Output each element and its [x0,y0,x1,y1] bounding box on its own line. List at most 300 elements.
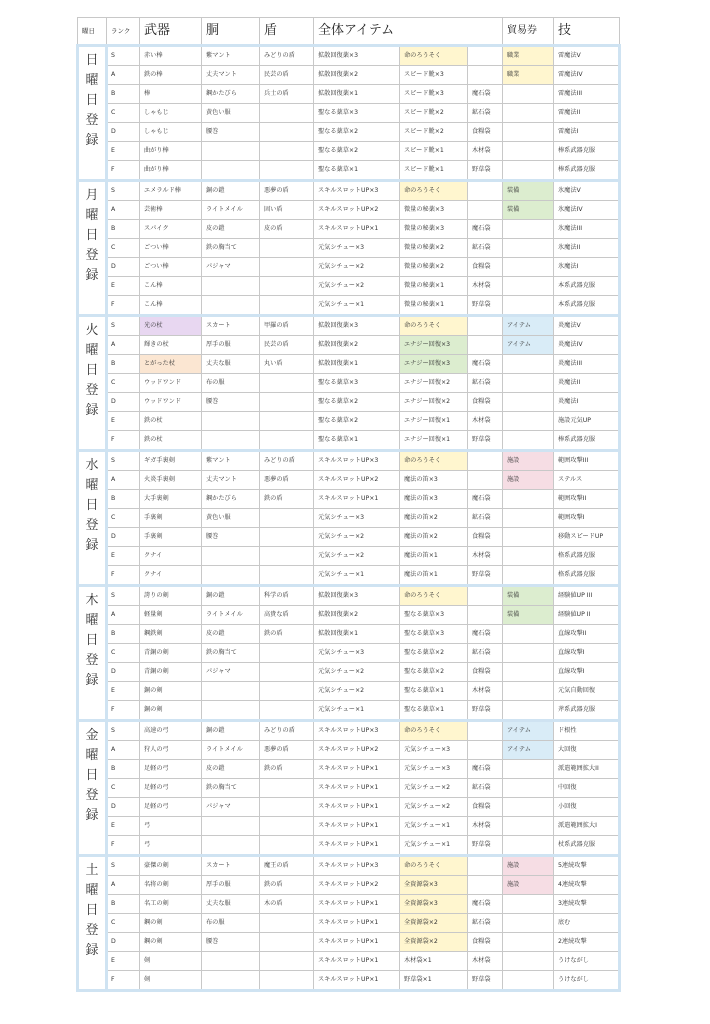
body-cell: ライトメイル [202,741,260,760]
day-label: 木 曜 日 登 録 [78,586,107,721]
item2-cell: 微量の秘薬×2 [400,258,468,277]
item3-cell [468,471,503,490]
table-row [78,566,620,586]
body-cell [202,701,260,721]
table-row [78,606,620,625]
shield-cell: 悪夢の盾 [260,741,314,760]
skill-cell: 経験値UP II [554,606,620,625]
weapon-cell: 豪傑の剣 [140,856,202,876]
skill-cell: 雷魔法III [554,85,620,104]
item3-cell: 木材袋 [468,547,503,566]
table-row [78,509,620,528]
body-cell [202,161,260,181]
table-row [78,836,620,856]
rank-cell: E [107,682,140,701]
table-row [78,876,620,895]
body-cell [202,142,260,161]
item3-cell: 食糧袋 [468,393,503,412]
shield-cell: 鉄の盾 [260,625,314,644]
shield-cell: 高貴な盾 [260,606,314,625]
body-cell [202,817,260,836]
body-cell: パジャマ [202,798,260,817]
item3-cell: 魔石袋 [468,490,503,509]
table-row [78,625,620,644]
body-cell: 銅の鎧 [202,181,260,201]
skill-cell: 中回復 [554,779,620,798]
trade-cell [503,836,554,856]
table-row [78,201,620,220]
item3-cell: 木材袋 [468,952,503,971]
body-cell: 丈夫マント [202,471,260,490]
body-cell: 布の服 [202,914,260,933]
trade-cell: 職業 [503,46,554,66]
trade-cell [503,682,554,701]
skill-cell: 大回復 [554,741,620,760]
shield-cell [260,393,314,412]
shield-cell [260,412,314,431]
shield-cell: 鉄の盾 [260,876,314,895]
table-row [78,760,620,779]
item2-cell: 命のろうそく [400,316,468,336]
item3-cell: 食糧袋 [468,123,503,142]
shield-cell [260,914,314,933]
weapon-cell: 火炎手裏剣 [140,471,202,490]
table-row [78,701,620,721]
table-row [78,316,620,336]
rank-cell: E [107,547,140,566]
weapon-cell: 芸術棒 [140,201,202,220]
item3-cell: 野草袋 [468,971,503,991]
item3-cell: 鉱石袋 [468,644,503,663]
weapon-cell: ウッドワンド [140,374,202,393]
body-cell: 厚手の服 [202,876,260,895]
body-cell: 鉄の胸当て [202,644,260,663]
shield-cell: 民芸の盾 [260,336,314,355]
item1-cell: スキルスロットUP×1 [314,779,400,798]
rank-cell: A [107,201,140,220]
item1-cell: 拡散回復薬×1 [314,355,400,374]
rank-cell: E [107,277,140,296]
shield-cell: 鉄の盾 [260,760,314,779]
skill-cell: 雷魔法IV [554,66,620,85]
shield-cell: 木の盾 [260,895,314,914]
trade-cell [503,933,554,952]
item2-cell: スピード靴×2 [400,104,468,123]
table-row [78,239,620,258]
item2-cell: 微量の秘薬×3 [400,220,468,239]
trade-cell [503,895,554,914]
item2-cell: 全資源袋×3 [400,876,468,895]
trade-cell: アイテム [503,721,554,741]
item1-cell: 元気シチュー×1 [314,701,400,721]
item2-cell: 聖なる薬草×2 [400,663,468,682]
item3-cell: 木材袋 [468,412,503,431]
body-cell: 鉄の胸当て [202,779,260,798]
rank-cell: F [107,296,140,316]
shield-cell [260,644,314,663]
shield-cell: 皮の盾 [260,220,314,239]
shield-cell [260,528,314,547]
shield-cell [260,779,314,798]
item3-cell [468,876,503,895]
skill-cell: 氷魔法IV [554,201,620,220]
item2-cell: 元気シチュー×1 [400,817,468,836]
weapon-cell: 軽量剣 [140,606,202,625]
item1-cell: 拡散回復薬×3 [314,316,400,336]
skill-cell: 範囲攻撃I [554,509,620,528]
item2-cell: エナジー回復×1 [400,431,468,451]
item3-cell [468,46,503,66]
trade-cell [503,547,554,566]
skill-cell: 棒系武器克服 [554,161,620,181]
item1-cell: 元気シチュー×1 [314,566,400,586]
body-cell: パジャマ [202,663,260,682]
skill-cell: 派遣範囲拡大II [554,760,620,779]
body-cell [202,836,260,856]
weapon-cell: とがった杖 [140,355,202,374]
item1-cell: 元気シチュー×2 [314,547,400,566]
table-row [78,895,620,914]
trade-cell [503,393,554,412]
item1-cell: スキルスロットUP×2 [314,741,400,760]
table-row [78,258,620,277]
rank-cell: B [107,355,140,374]
body-cell: 丈夫な服 [202,355,260,374]
table-row [78,451,620,471]
rank-cell: D [107,798,140,817]
table-row [78,161,620,181]
header-rank: ランク [107,18,140,46]
shield-cell [260,971,314,991]
trade-cell [503,798,554,817]
skill-cell: 範囲攻撃III [554,451,620,471]
trade-cell [503,779,554,798]
rank-cell: A [107,741,140,760]
skill-cell: 氷魔法III [554,220,620,239]
item2-cell: 魔法の笛×3 [400,471,468,490]
table-row [78,682,620,701]
shield-cell [260,547,314,566]
item3-cell: 食糧袋 [468,933,503,952]
trade-cell [503,528,554,547]
item1-cell: 聖なる薬草×2 [314,123,400,142]
skill-cell: ド根性 [554,721,620,741]
skill-cell: 雷魔法II [554,104,620,123]
item1-cell: スキルスロットUP×1 [314,933,400,952]
item1-cell: スキルスロットUP×1 [314,220,400,239]
rank-cell: F [107,566,140,586]
shield-cell [260,566,314,586]
weapon-cell: 弓 [140,836,202,856]
trade-cell [503,374,554,393]
item2-cell: 命のろうそく [400,46,468,66]
item3-cell: 木材袋 [468,682,503,701]
trade-cell: アイテム [503,336,554,355]
item1-cell: 元気シチュー×2 [314,277,400,296]
trade-cell: 施設 [503,451,554,471]
weapon-cell: 輝きの杖 [140,336,202,355]
item2-cell: 命のろうそく [400,451,468,471]
weapon-cell: エメラルド棒 [140,181,202,201]
rank-cell: F [107,701,140,721]
item2-cell: 命のろうそく [400,586,468,606]
table-row [78,663,620,682]
item2-cell: 元気シチュー×3 [400,760,468,779]
table-row [78,123,620,142]
shield-cell: 兵士の盾 [260,85,314,104]
weapon-cell: こん棒 [140,296,202,316]
item3-cell [468,316,503,336]
skill-cell: 直線攻撃I [554,644,620,663]
trade-cell [503,85,554,104]
rank-cell: C [107,374,140,393]
body-cell: 黄色い服 [202,509,260,528]
trade-cell [503,258,554,277]
item3-cell: 野草袋 [468,296,503,316]
item3-cell: 食糧袋 [468,663,503,682]
body-cell: 鉄の胸当て [202,239,260,258]
body-cell: 皮の鎧 [202,220,260,239]
table-row [78,374,620,393]
skill-cell: 本系武器克服 [554,277,620,296]
rank-cell: S [107,316,140,336]
rank-cell: A [107,606,140,625]
table-row [78,528,620,547]
weapon-cell: 名将の剣 [140,876,202,895]
trade-cell [503,277,554,296]
rank-cell: C [107,104,140,123]
shield-cell [260,142,314,161]
item1-cell: スキルスロットUP×1 [314,971,400,991]
skill-cell: 2連続攻撃 [554,933,620,952]
shield-cell: 民芸の盾 [260,66,314,85]
item2-cell: 元気シチュー×2 [400,798,468,817]
item1-cell: 元気シチュー×2 [314,663,400,682]
item1-cell: 元気シチュー×3 [314,644,400,663]
item3-cell: 野草袋 [468,566,503,586]
day-label: 金 曜 日 登 録 [78,721,107,856]
item2-cell: 野草袋×1 [400,971,468,991]
body-cell: ライトメイル [202,606,260,625]
item3-cell: 魔石袋 [468,85,503,104]
weapon-cell: 高速の弓 [140,721,202,741]
rank-cell: F [107,431,140,451]
item1-cell: スキルスロットUP×1 [314,760,400,779]
shield-cell [260,161,314,181]
rank-cell: C [107,914,140,933]
shield-cell: 甲羅の盾 [260,316,314,336]
item3-cell: 魔石袋 [468,760,503,779]
shield-cell [260,509,314,528]
item2-cell: 元気シチュー×1 [400,836,468,856]
weapon-cell: ギガ手裏剣 [140,451,202,471]
item3-cell: 木材袋 [468,277,503,296]
item2-cell: 魔法の笛×3 [400,490,468,509]
item2-cell: 聖なる薬草×1 [400,701,468,721]
trade-cell [503,760,554,779]
header-shield: 盾 [260,18,314,46]
shield-cell: 科学の盾 [260,586,314,606]
item1-cell: 元気シチュー×2 [314,682,400,701]
shield-cell: 鉄の盾 [260,490,314,509]
day-label: 火 曜 日 登 録 [78,316,107,451]
item3-cell: 野草袋 [468,701,503,721]
table-row [78,393,620,412]
item3-cell: 野草袋 [468,836,503,856]
item3-cell: 鉱石袋 [468,779,503,798]
trade-cell [503,490,554,509]
item3-cell: 食糧袋 [468,798,503,817]
trade-cell: 装備 [503,181,554,201]
shield-cell: みどりの盾 [260,721,314,741]
item2-cell: 聖なる薬草×3 [400,606,468,625]
shield-cell [260,374,314,393]
skill-cell: 斧系武器克服 [554,701,620,721]
trade-cell [503,566,554,586]
shield-cell [260,277,314,296]
item3-cell: 木材袋 [468,817,503,836]
skill-cell: 炎魔法III [554,355,620,374]
rank-cell: D [107,663,140,682]
skill-cell: 炎魔法II [554,374,620,393]
rank-cell: E [107,952,140,971]
rank-cell: C [107,239,140,258]
item2-cell: 全資源袋×3 [400,895,468,914]
skill-cell: 氷魔法I [554,258,620,277]
skill-cell: 施設元気UP [554,412,620,431]
skill-cell: 炎魔法I [554,393,620,412]
shield-cell: 悪夢の盾 [260,181,314,201]
body-cell: 紫マント [202,46,260,66]
item1-cell: スキルスロットUP×1 [314,817,400,836]
item2-cell: エナジー回復×1 [400,412,468,431]
rank-cell: D [107,123,140,142]
item2-cell: スピード靴×1 [400,142,468,161]
item3-cell: 食糧袋 [468,258,503,277]
item2-cell: スピード靴×3 [400,66,468,85]
item3-cell: 魔石袋 [468,625,503,644]
body-cell [202,431,260,451]
skill-cell: 底む [554,914,620,933]
skill-cell: 小回復 [554,798,620,817]
weapon-cell: 手裏剣 [140,528,202,547]
body-cell: 銅の鎧 [202,586,260,606]
weapon-cell: 青銅の剣 [140,644,202,663]
trade-cell: 施設 [503,876,554,895]
rank-cell: B [107,85,140,104]
shield-cell [260,682,314,701]
item1-cell: 聖なる薬草×1 [314,431,400,451]
item2-cell: 命のろうそく [400,181,468,201]
item2-cell: 魔法の笛×1 [400,566,468,586]
item1-cell: 拡散回復薬×2 [314,606,400,625]
item3-cell: 野草袋 [468,161,503,181]
skill-cell: 4連続攻撃 [554,876,620,895]
trade-cell [503,142,554,161]
weapon-cell: しゃもじ [140,123,202,142]
trade-cell [503,509,554,528]
body-cell [202,952,260,971]
trade-cell [503,412,554,431]
skill-cell: 格系武器克服 [554,566,620,586]
table-row [78,741,620,760]
rank-cell: B [107,895,140,914]
item3-cell: 食糧袋 [468,528,503,547]
weapon-cell: 鋼の剣 [140,933,202,952]
item1-cell: 拡散回復薬×2 [314,66,400,85]
item1-cell: 元気シチュー×2 [314,528,400,547]
item2-cell: 全資源袋×2 [400,933,468,952]
skill-cell: 元気自動回復 [554,682,620,701]
trade-cell [503,817,554,836]
item1-cell: スキルスロットUP×1 [314,490,400,509]
item2-cell: 命のろうそく [400,856,468,876]
item1-cell: 聖なる薬草×1 [314,161,400,181]
weapon-cell: 赤い棒 [140,46,202,66]
rank-cell: E [107,412,140,431]
weapon-cell: 曲がり棒 [140,142,202,161]
weapon-cell: 曲がり棒 [140,161,202,181]
skill-cell: 5連続攻撃 [554,856,620,876]
skill-cell: 炎魔法V [554,316,620,336]
item3-cell: 魔石袋 [468,355,503,374]
weapon-cell: 鉄の杖 [140,412,202,431]
rank-cell: C [107,644,140,663]
weapon-cell: 光の杖 [140,316,202,336]
shield-cell [260,123,314,142]
rank-cell: A [107,471,140,490]
rank-cell: B [107,760,140,779]
item3-cell: 野草袋 [468,431,503,451]
item3-cell [468,586,503,606]
rank-cell: E [107,817,140,836]
skill-cell: 経験値UP III [554,586,620,606]
weapon-cell: 青銅の剣 [140,663,202,682]
skill-cell: 棒系武器克服 [554,142,620,161]
item1-cell: 聖なる薬草×3 [314,374,400,393]
weapon-cell: 鋼の剣 [140,914,202,933]
item2-cell: 微量の秘薬×2 [400,239,468,258]
item2-cell: 聖なる薬草×3 [400,625,468,644]
shield-cell [260,431,314,451]
header-day: 曜日 [78,18,107,46]
skill-cell: 雷魔法V [554,46,620,66]
body-cell: 腰巻 [202,123,260,142]
weapon-cell: 誇りの剣 [140,586,202,606]
trade-cell [503,239,554,258]
body-cell [202,547,260,566]
rank-cell: D [107,393,140,412]
rank-cell: S [107,856,140,876]
trade-cell [503,952,554,971]
item1-cell: 聖なる薬草×3 [314,104,400,123]
header-body: 胴 [202,18,260,46]
body-cell [202,682,260,701]
trade-cell: アイテム [503,316,554,336]
header-trade: 貿易券 [503,18,554,46]
shield-cell [260,798,314,817]
skill-cell: 氷魔法V [554,181,620,201]
table-row [78,142,620,161]
weapon-cell: 大手裏剣 [140,490,202,509]
item1-cell: 元気シチュー×1 [314,296,400,316]
rank-cell: B [107,490,140,509]
weapon-cell: ウッドワンド [140,393,202,412]
item2-cell: エナジー回復×2 [400,393,468,412]
rank-cell: B [107,625,140,644]
weapon-cell: 銅の剣 [140,682,202,701]
item1-cell: スキルスロットUP×3 [314,451,400,471]
